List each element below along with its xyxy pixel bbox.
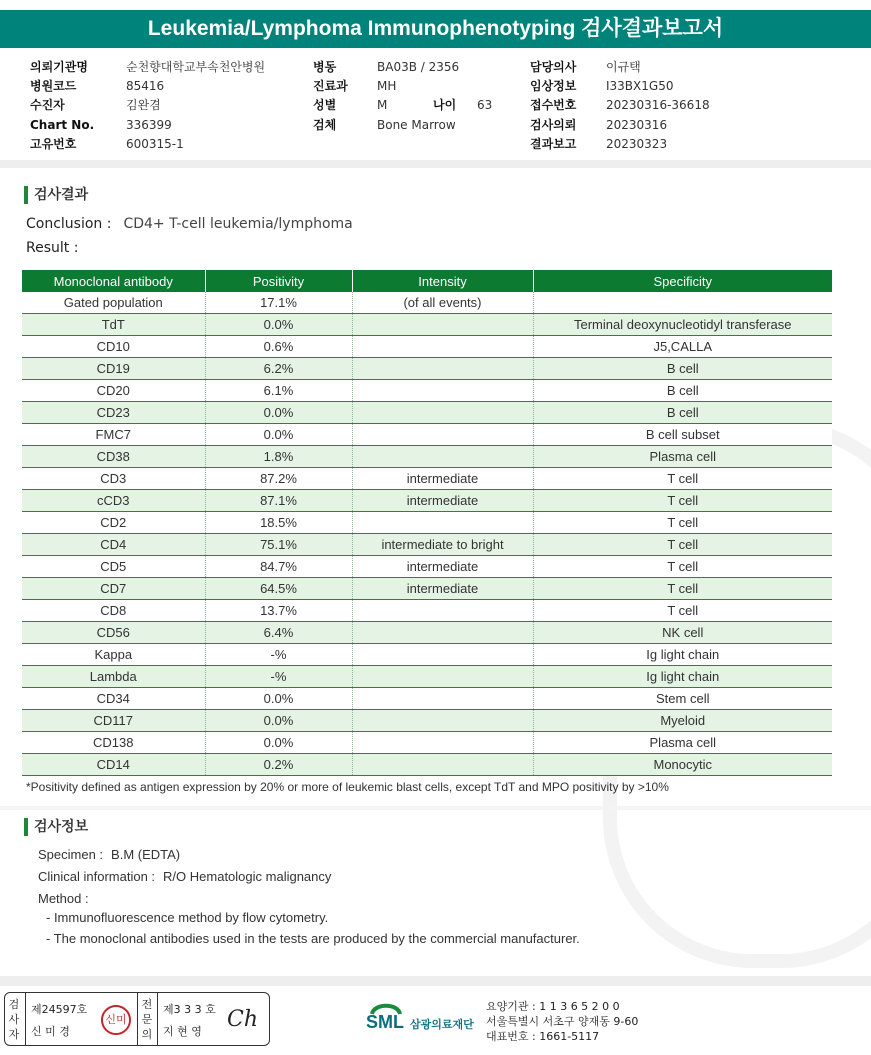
intensity-cell: intermediate: [352, 490, 533, 512]
specificity-cell: B cell: [533, 402, 832, 424]
header-label: 수진자: [30, 98, 65, 113]
header-value: I33BX1G50: [606, 79, 674, 94]
antibody-cell: TdT: [22, 314, 205, 336]
result-label: Result :: [26, 240, 79, 256]
header-label: 검체: [313, 117, 337, 132]
antibody-cell: CD14: [22, 754, 205, 776]
specimen-label: Specimen :: [38, 847, 104, 862]
table-row: [22, 424, 832, 446]
header-label: 고유번호: [30, 136, 77, 151]
positivity-cell: -%: [205, 644, 352, 666]
intensity-cell: [352, 688, 533, 710]
positivity-cell: 17.1%: [205, 292, 352, 314]
header-label: 임상정보: [530, 79, 577, 94]
header-col-3: [530, 58, 710, 154]
method-label: Method :: [38, 891, 89, 906]
intensity-cell: [352, 424, 533, 446]
specificity-cell: Stem cell: [533, 688, 832, 710]
clinical-label: Clinical information :: [38, 869, 156, 884]
antibody-cell: CD7: [22, 578, 205, 600]
specificity-cell: J5,CALLA: [533, 336, 832, 358]
antibody-cell: FMC7: [22, 424, 205, 446]
institution-code: 요양기관 : 1 1 3 6 5 2 0 0: [486, 1000, 620, 1013]
antibody-cell: CD34: [22, 688, 205, 710]
positivity-cell: 0.0%: [205, 710, 352, 732]
intensity-cell: [352, 600, 533, 622]
header-value: 600315-1: [126, 136, 184, 151]
header-value: 이규택: [606, 60, 641, 74]
specificity-cell: Ig light chain: [533, 644, 832, 666]
intensity-cell: [352, 622, 533, 644]
intensity-cell: intermediate: [352, 468, 533, 490]
header-value: MH: [377, 79, 397, 94]
header-value: 김완겸: [126, 98, 161, 113]
divider-band: [0, 160, 871, 168]
header-col-1: [30, 58, 265, 154]
antibody-cell: cCD3: [22, 490, 205, 512]
table-row: [22, 490, 832, 512]
table-row: [22, 402, 832, 424]
antibody-cell: CD138: [22, 732, 205, 754]
intensity-cell: [352, 666, 533, 688]
antibody-cell: CD117: [22, 710, 205, 732]
specialist-license: 제3 3 3 호: [163, 1003, 216, 1016]
header-value: BA03B / 2356: [377, 60, 460, 74]
intensity-cell: [352, 512, 533, 534]
info-section-title: 검사정보: [24, 818, 88, 836]
results-table: [22, 270, 832, 776]
antibody-cell: Kappa: [22, 644, 205, 666]
specificity-cell: [533, 292, 832, 314]
positivity-cell: 0.0%: [205, 314, 352, 336]
specificity-cell: T cell: [533, 490, 832, 512]
column-header: Positivity: [205, 270, 352, 292]
table-row: [22, 314, 832, 336]
positivity-cell: 0.0%: [205, 402, 352, 424]
intensity-cell: intermediate to bright: [352, 534, 533, 556]
antibody-cell: Lambda: [22, 666, 205, 688]
positivity-cell: 87.2%: [205, 468, 352, 490]
table-row: [22, 710, 832, 732]
table-row: [22, 666, 832, 688]
table-row: [22, 556, 832, 578]
phone: 대표번호 : 1661-5117: [486, 1030, 600, 1043]
header-label: 결과보고: [530, 136, 577, 151]
table-row: [22, 468, 832, 490]
specificity-cell: T cell: [533, 556, 832, 578]
intensity-cell: [352, 314, 533, 336]
header-col-2: [313, 58, 492, 135]
antibody-cell: CD19: [22, 358, 205, 380]
table-row: [22, 688, 832, 710]
specificity-cell: Myeloid: [533, 710, 832, 732]
header-label: 성별: [313, 98, 337, 113]
address: 서울특별시 서초구 양재동 9-60: [486, 1015, 639, 1028]
intensity-cell: [352, 732, 533, 754]
positivity-cell: 0.0%: [205, 688, 352, 710]
clinical-info: [38, 869, 331, 884]
table-header-row: [22, 270, 832, 292]
column-header: Intensity: [352, 270, 533, 292]
table-row: [22, 754, 832, 776]
header-value: 20230323: [606, 136, 668, 151]
specificity-cell: Ig light chain: [533, 666, 832, 688]
specificity-cell: T cell: [533, 534, 832, 556]
examiner-stamp: 신미: [101, 1005, 131, 1035]
table-row: [22, 358, 832, 380]
table-row: [22, 446, 832, 468]
header-value: 순천향대학교부속천안병원: [126, 60, 266, 74]
table-row: [22, 578, 832, 600]
intensity-cell: [352, 710, 533, 732]
antibody-cell: CD8: [22, 600, 205, 622]
specificity-cell: Monocytic: [533, 754, 832, 776]
positivity-cell: 1.8%: [205, 446, 352, 468]
intensity-cell: [352, 754, 533, 776]
age-label: 나이: [433, 98, 457, 113]
antibody-cell: CD4: [22, 534, 205, 556]
positivity-cell: 0.0%: [205, 424, 352, 446]
specificity-cell: NK cell: [533, 622, 832, 644]
age-value: 63: [477, 98, 493, 113]
antibody-cell: CD56: [22, 622, 205, 644]
antibody-cell: CD3: [22, 468, 205, 490]
specificity-cell: Plasma cell: [533, 732, 832, 754]
table-row: [22, 292, 832, 314]
table-row: [22, 600, 832, 622]
report-title: Leukemia/Lymphoma Immunophenotyping 검사결과보고서: [0, 10, 871, 48]
header-value: 336399: [126, 117, 172, 132]
examiner-license: 제24597호: [31, 1003, 88, 1016]
signature-box: [4, 992, 270, 1046]
positivity-cell: 13.7%: [205, 600, 352, 622]
intensity-cell: [352, 336, 533, 358]
divider-band: [0, 806, 871, 810]
positivity-cell: 0.6%: [205, 336, 352, 358]
method-line: - The monoclonal antibodies used in the tests are produced by the commercial manufacturer.: [46, 931, 580, 946]
header-label: 의뢰기관명: [30, 60, 88, 74]
positivity-cell: 0.0%: [205, 732, 352, 754]
header-value: M: [377, 98, 388, 113]
table-row: [22, 732, 832, 754]
positivity-cell: -%: [205, 666, 352, 688]
intensity-cell: [352, 380, 533, 402]
header-label: 담당의사: [530, 60, 577, 74]
specificity-cell: T cell: [533, 578, 832, 600]
table-row: [22, 380, 832, 402]
header-label: 병동: [313, 60, 337, 74]
specificity-cell: B cell: [533, 380, 832, 402]
header-value: Bone Marrow: [377, 117, 456, 132]
header-value: 20230316-36618: [606, 98, 710, 113]
antibody-cell: CD2: [22, 512, 205, 534]
positivity-cell: 6.4%: [205, 622, 352, 644]
column-header: Specificity: [533, 270, 832, 292]
table-row: [22, 644, 832, 666]
specificity-cell: T cell: [533, 468, 832, 490]
header-value: 85416: [126, 79, 165, 94]
specificity-cell: T cell: [533, 512, 832, 534]
footer-band: [0, 976, 871, 986]
specificity-cell: Plasma cell: [533, 446, 832, 468]
antibody-cell: CD20: [22, 380, 205, 402]
antibody-cell: CD38: [22, 446, 205, 468]
header-value: 20230316: [606, 117, 668, 132]
specimen-value: B.M (EDTA): [111, 847, 181, 862]
column-header: Monoclonal antibody: [22, 270, 205, 292]
intensity-cell: [352, 358, 533, 380]
header-label: 진료과: [313, 79, 348, 94]
header-label: 접수번호: [530, 98, 577, 113]
table-row: [22, 336, 832, 358]
table-row: [22, 534, 832, 556]
positivity-cell: 75.1%: [205, 534, 352, 556]
antibody-cell: Gated population: [22, 292, 205, 314]
header-label: Chart No.: [30, 117, 95, 132]
antibody-cell: CD23: [22, 402, 205, 424]
header-label: 병원코드: [30, 79, 77, 94]
table-row: [22, 622, 832, 644]
specialist-name: 지 현 영: [163, 1025, 202, 1038]
intensity-cell: [352, 644, 533, 666]
conclusion: [26, 216, 353, 232]
header-label: 검사의뢰: [530, 117, 577, 132]
conclusion-label: Conclusion :: [26, 216, 112, 232]
positivity-cell: 64.5%: [205, 578, 352, 600]
intensity-cell: [352, 446, 533, 468]
examiner-name: 신 미 경: [31, 1025, 70, 1038]
specificity-cell: B cell: [533, 358, 832, 380]
sml-logo-text: SML: [366, 1012, 404, 1032]
intensity-cell: [352, 402, 533, 424]
antibody-cell: CD10: [22, 336, 205, 358]
intensity-cell: intermediate: [352, 556, 533, 578]
specificity-cell: Terminal deoxynucleotidyl transferase: [533, 314, 832, 336]
specificity-cell: T cell: [533, 600, 832, 622]
positivity-cell: 6.1%: [205, 380, 352, 402]
positivity-footnote: *Positivity defined as antigen expression by 20% or more of leukemic blast cells, except TdT and MPO positivity by >10%: [26, 780, 669, 794]
positivity-cell: 0.2%: [205, 754, 352, 776]
results-section-title: 검사결과: [24, 186, 88, 204]
table-row: [22, 512, 832, 534]
method-line: - Immunofluorescence method by flow cytometry.: [46, 910, 329, 925]
specialist-label: 전문의: [141, 998, 153, 1041]
examiner-label: 검사자: [8, 998, 20, 1041]
antibody-cell: CD5: [22, 556, 205, 578]
positivity-cell: 87.1%: [205, 490, 352, 512]
specimen: [38, 847, 180, 862]
conclusion-value: CD4+ T-cell leukemia/lymphoma: [123, 216, 353, 232]
clinical-value: R/O Hematologic malignancy: [163, 869, 332, 884]
intensity-cell: (of all events): [352, 292, 533, 314]
org-name: 삼광의료재단: [410, 1018, 474, 1031]
positivity-cell: 18.5%: [205, 512, 352, 534]
positivity-cell: 6.2%: [205, 358, 352, 380]
specialist-signature: Ch: [227, 1007, 259, 1032]
specificity-cell: B cell subset: [533, 424, 832, 446]
intensity-cell: intermediate: [352, 578, 533, 600]
positivity-cell: 84.7%: [205, 556, 352, 578]
